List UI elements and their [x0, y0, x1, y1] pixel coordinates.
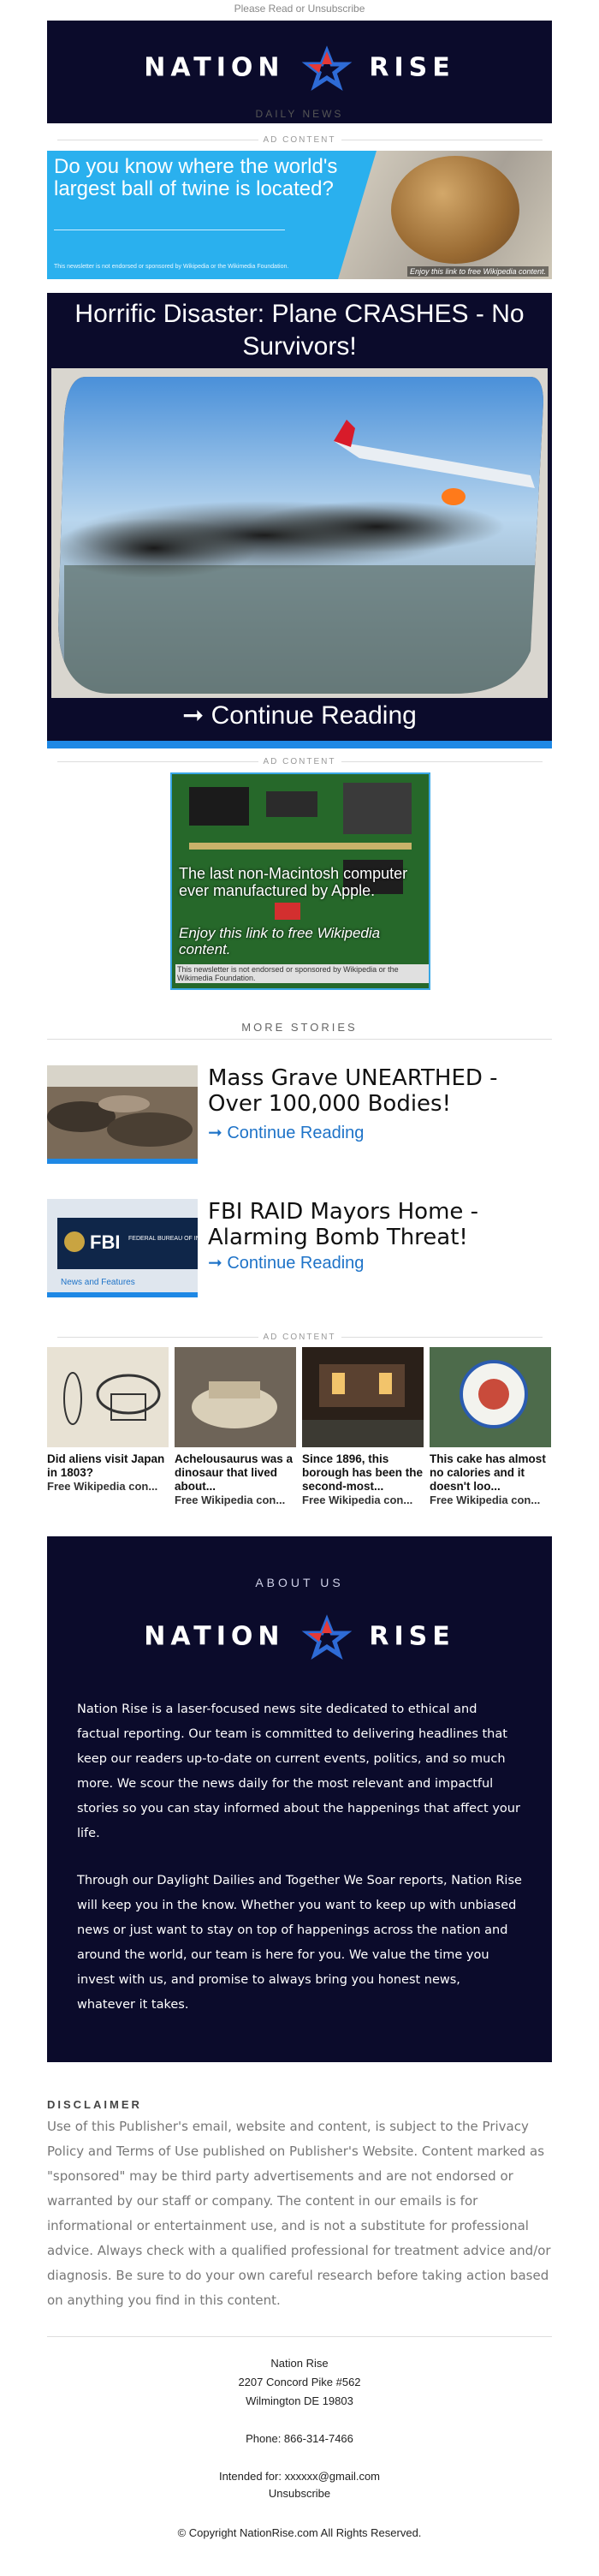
- sponsored-card[interactable]: [302, 1347, 424, 1506]
- footer-address-line: Wilmington DE 19803: [246, 2394, 353, 2407]
- card-source: Free Wikipedia con...: [47, 1480, 158, 1493]
- fbi-news-text: News and Features: [61, 1278, 135, 1287]
- plane-window-illustration: [51, 368, 548, 698]
- sponsored-grid: [47, 1347, 552, 1506]
- ad-label: AD CONTENT: [47, 757, 552, 766]
- divider: [47, 2336, 552, 2337]
- disclaimer-body: Use of this Publisher's email, website and content, is subject to the Privacy Policy and Terms of Use published on Publisher's Website. Content marked as "sponsored" may be third party advertisements and are not endorsed or warranted by our staff or company. The content in our emails is for informational or entertainment use, and is not a substitute for professional advice. Always check with a qualified professional for treatment advice and/or diagnosis. Be sure to do your own careful research before taking action based on anything you find in this content.: [47, 2119, 551, 2308]
- tagline: DAILY NEWS: [255, 108, 344, 120]
- about-paragraph: Nation Rise is a laser-focused news site dedicated to ethical and factual reporting. Our team is committed to delivering headlines that keep our readers up-to-date on current events, politics, and so much more. We scour the news daily for the most relevant and impactful stories so you can stay informed about the happenings that affect your life.: [77, 1702, 520, 1840]
- story-item[interactable]: [47, 1065, 552, 1170]
- card-source: Free Wikipedia con...: [302, 1494, 413, 1506]
- unsubscribe-link[interactable]: Unsubscribe: [268, 2487, 331, 2500]
- hero-story[interactable]: [47, 293, 552, 748]
- ad-twine-headline: Do you know where the world's largest ball of twine is located?: [54, 155, 338, 200]
- disclaimer-section: [47, 2098, 552, 2313]
- twine-ball-image: [391, 156, 519, 264]
- story-thumbnail[interactable]: [47, 1199, 240, 1297]
- preheader-link[interactable]: Please Read or Unsubscribe: [234, 3, 365, 15]
- ad-twine-caption: Enjoy this link to free Wikipedia content.: [407, 266, 549, 277]
- ad-apple-caption: Enjoy this link to free Wikipedia content.: [179, 925, 381, 957]
- ad-apple-board[interactable]: [170, 772, 430, 990]
- more-stories-label: MORE STORIES: [47, 1021, 552, 1040]
- footer-phone: Phone: 866-314-7466: [246, 2432, 353, 2445]
- card-title: Since 1896, this borough has been the second-most...: [302, 1452, 424, 1493]
- about-label: ABOUT US: [255, 1576, 344, 1589]
- ad-twine-banner[interactable]: [47, 151, 552, 279]
- card-title: This cake has almost no calories and it doesn't loo...: [430, 1452, 546, 1493]
- disclaimer-heading: DISCLAIMER: [47, 2098, 142, 2111]
- story-title[interactable]: Mass Grave UNEARTHED - Over 100,000 Bodies!: [208, 1065, 498, 1117]
- card-title: Did aliens visit Japan in 1803?: [47, 1452, 165, 1479]
- footer-copyright: © Copyright NationRise.com All Rights Reserved.: [177, 2526, 422, 2539]
- sponsored-card[interactable]: [47, 1347, 169, 1493]
- story-continue-reading[interactable]: ➞ Continue Reading: [208, 1254, 365, 1273]
- about-paragraph: Through our Daylight Dailies and Together We Soar reports, Nation Rise will keep you in the know. Whether you want to keep up with unbiased news or just want to stay on top of happenings across the nation and around the world, our team is here for you. We value the time you invest with us, and promise to always bring you honest news, whatever it takes.: [77, 1874, 522, 2012]
- hero-title[interactable]: Horrific Disaster: Plane CRASHES - No Survivors!: [74, 300, 525, 361]
- card-source: Free Wikipedia con...: [175, 1494, 286, 1506]
- star-logo-icon: [305, 50, 348, 87]
- brand-logo[interactable]: [47, 1619, 552, 1656]
- ad-apple-headline: The last non-Macintosh computer ever manufactured by Apple.: [179, 865, 408, 899]
- fbi-website-image: [47, 1199, 240, 1297]
- brand-right: RISE: [369, 52, 455, 83]
- fbi-logo-subtitle: FEDERAL BUREAU OF INVESTIGATION: [128, 1236, 240, 1242]
- sponsored-card[interactable]: [430, 1347, 551, 1506]
- about-section: [47, 1536, 552, 2062]
- ad-twine-disclaimer: This newsletter is not endorsed or sponsored by Wikipedia or the Wikimedia Foundation.: [54, 264, 289, 270]
- footer-address-line: 2207 Concord Pike #562: [238, 2376, 361, 2388]
- ad-label: AD CONTENT: [47, 1333, 552, 1342]
- fbi-logo-text: FBI: [90, 1231, 121, 1253]
- hero-continue-reading[interactable]: ➞ Continue Reading: [182, 701, 417, 730]
- brand-left: NATION: [144, 1621, 285, 1652]
- brand-right: RISE: [369, 1621, 455, 1652]
- card-source: Free Wikipedia con...: [430, 1494, 541, 1506]
- footer-company-name: Nation Rise: [270, 2357, 329, 2370]
- hero-accent-bar: [47, 741, 552, 748]
- ad-label: AD CONTENT: [47, 135, 552, 145]
- star-logo-icon: [305, 1619, 348, 1656]
- story-continue-reading[interactable]: ➞ Continue Reading: [208, 1124, 365, 1142]
- card-image: [430, 1347, 551, 1447]
- thumb-accent-bar: [47, 1159, 198, 1164]
- story-title[interactable]: FBI RAID Mayors Home - Alarming Bomb Threat!: [208, 1199, 479, 1250]
- footer-intended-for: Intended for: xxxxxx@gmail.com: [218, 2470, 381, 2483]
- card-image: [47, 1347, 169, 1447]
- card-image: [175, 1347, 296, 1447]
- mass-grave-image: [47, 1065, 198, 1164]
- story-thumbnail[interactable]: [47, 1065, 198, 1164]
- thumb-accent-bar: [47, 1292, 198, 1297]
- preheader[interactable]: [0, 0, 599, 17]
- story-item[interactable]: [47, 1199, 552, 1303]
- ad-apple-disclaimer: This newsletter is not endorsed or sponsored by Wikipedia or the Wikimedia Foundation.: [175, 964, 429, 983]
- plane-window-image[interactable]: [51, 368, 548, 698]
- brand-logo[interactable]: [47, 50, 552, 87]
- sponsored-card[interactable]: [175, 1347, 296, 1506]
- card-title: Achelousaurus was a dinosaur that lived about...: [175, 1452, 294, 1493]
- card-image: [302, 1347, 424, 1447]
- brand-left: NATION: [144, 52, 285, 83]
